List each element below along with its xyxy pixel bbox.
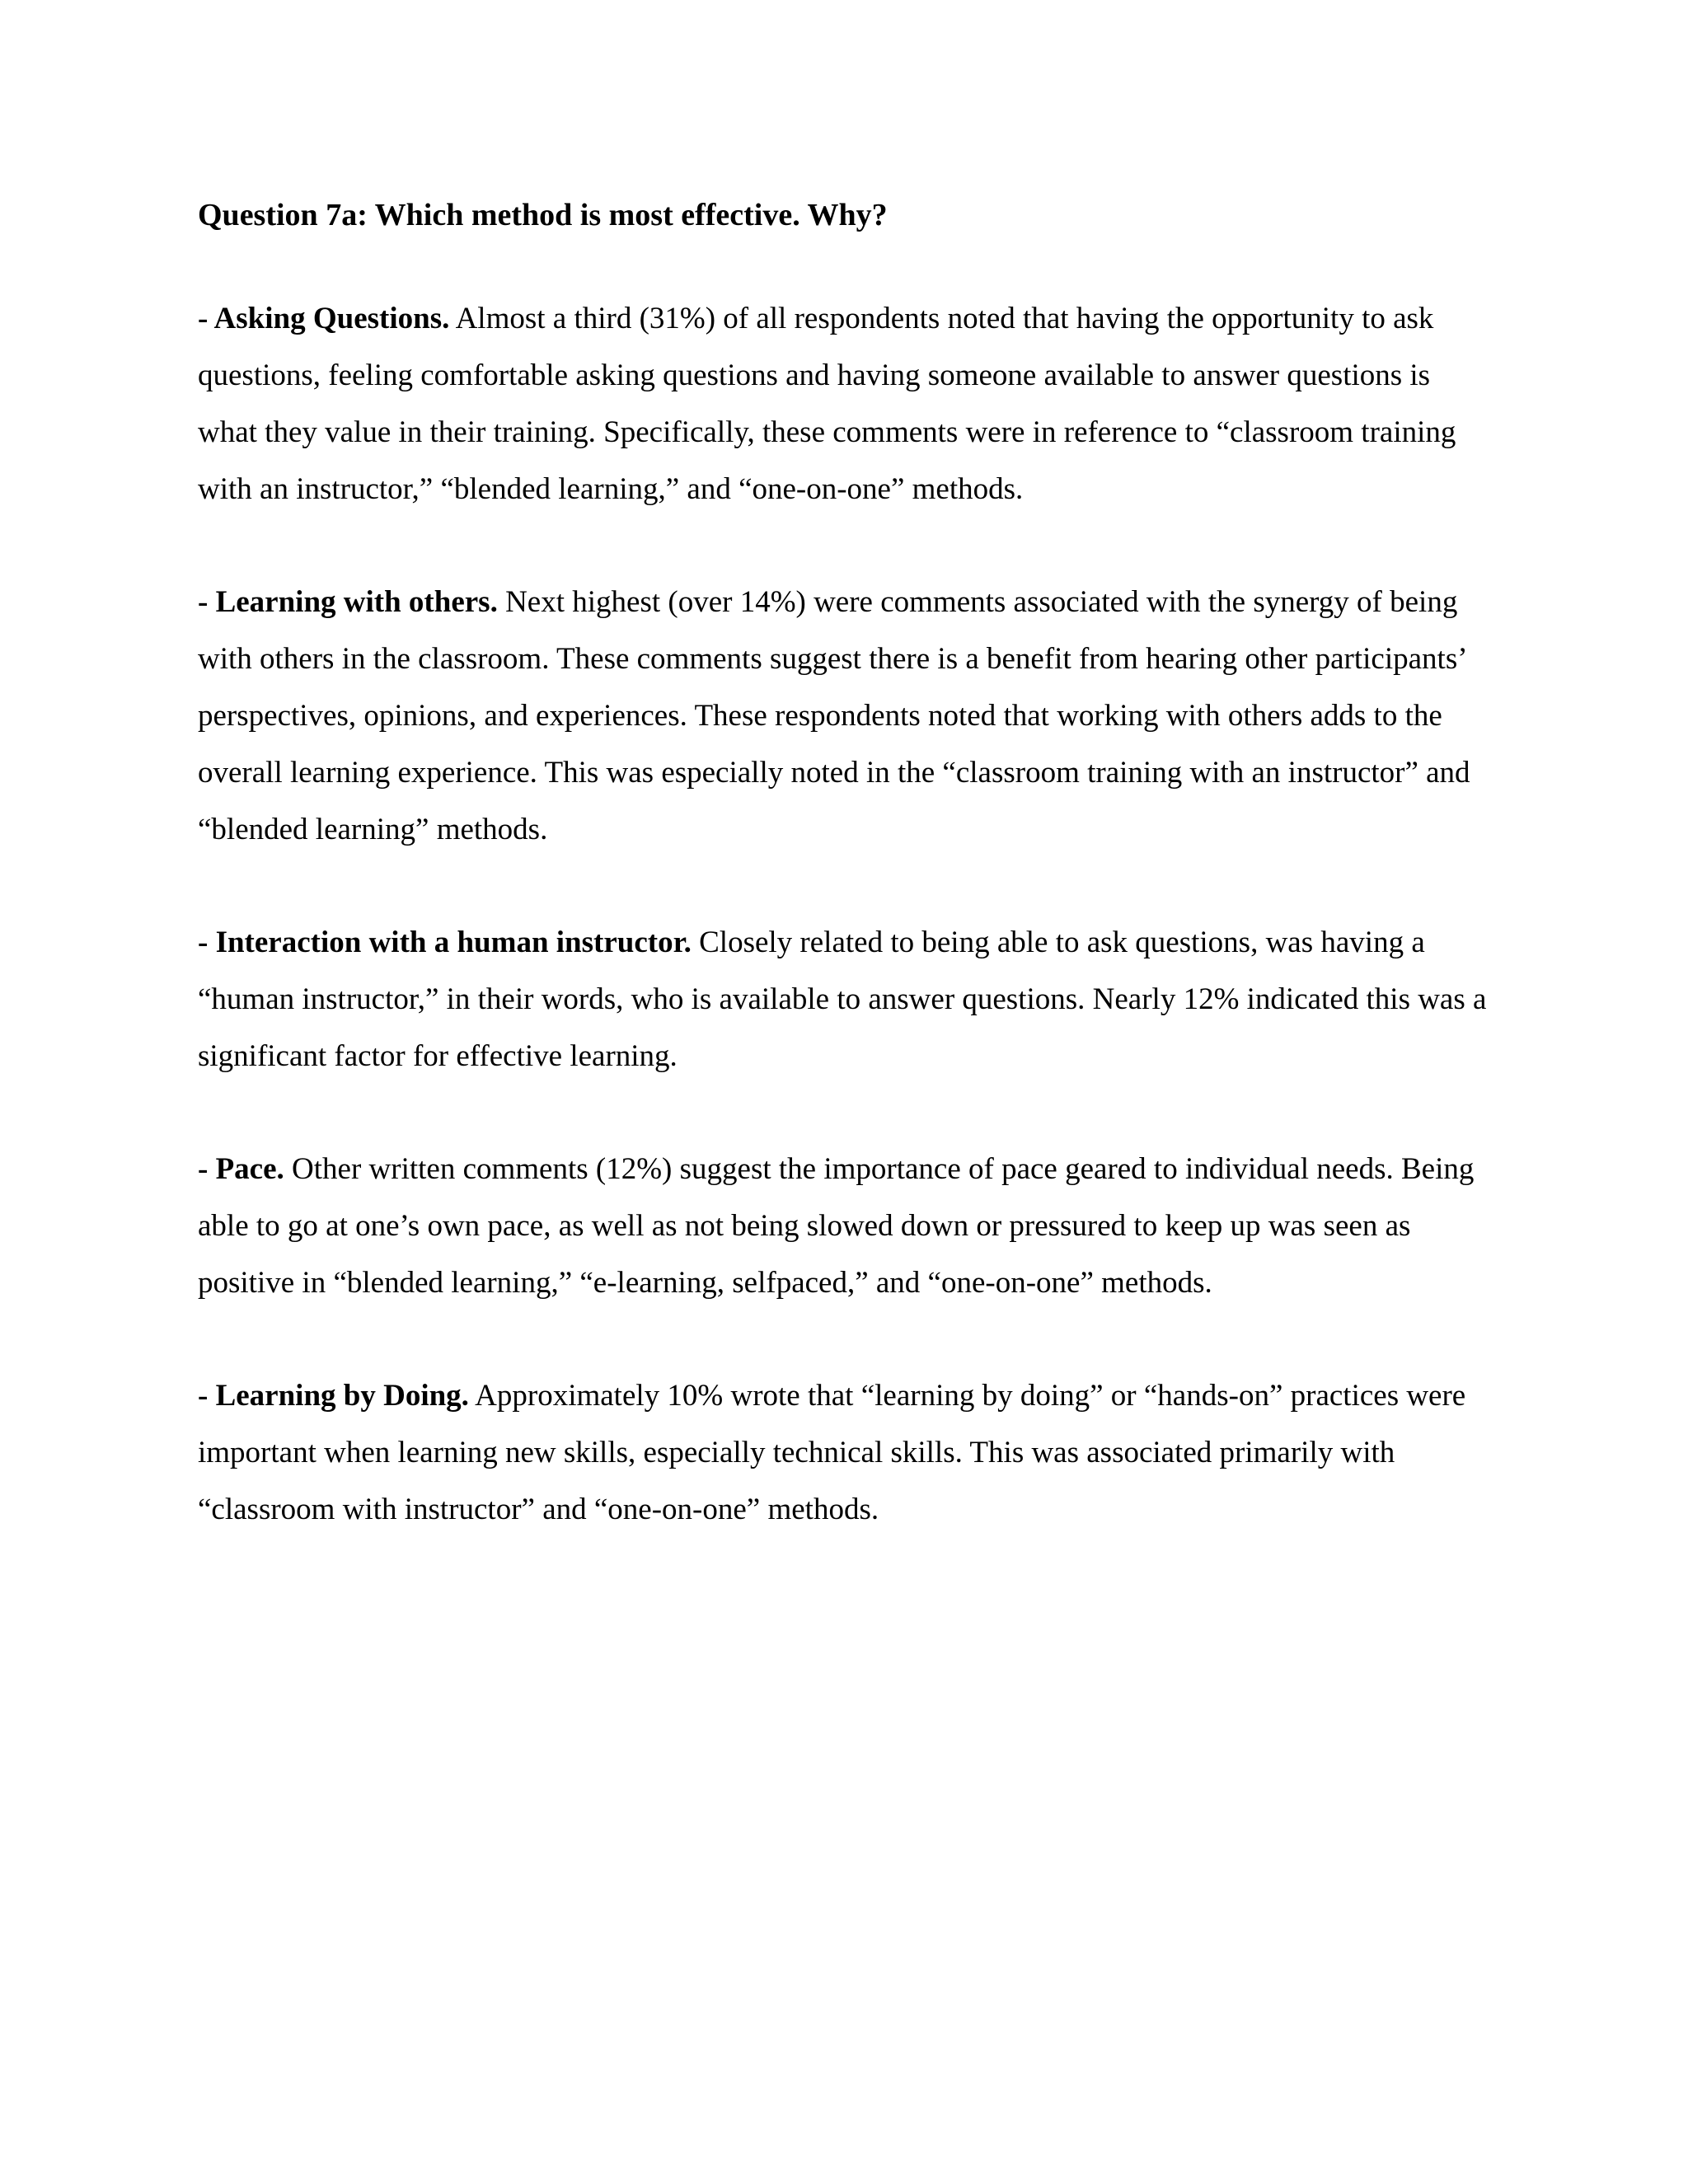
section-heading: - Asking Questions.: [198, 302, 450, 335]
section-body: Other written comments (12%) suggest the importance of pace geared to individual needs. Being able to go at one’s own pace, as well as not being slowed down or pressured to keep up was seen as positive in “blended learning,” “e-learning, selfpaced,” and “one-on-one” methods.: [198, 1152, 1475, 1300]
section-pace: [198, 1141, 1492, 1311]
section-heading: - Pace.: [198, 1152, 284, 1186]
section-body: Closely related to being able to ask questions, was having a “human instructor,” in their words, who is available to answer questions. Nearly 12% indicated this was a significant factor for effective learning.: [198, 926, 1487, 1073]
section-heading: - Learning with others.: [198, 585, 498, 619]
document-page: [198, 194, 1492, 1594]
section-body: Almost a third (31%) of all respondents noted that having the opportunity to ask questions, feeling comfortable asking questions and having someone available to answer questions is what they value in their training. Specifically, these comments were in reference to “classroom training with an instructor,” “blended learning,” and “one-on-one” methods.: [198, 302, 1456, 506]
section-asking-questions: [198, 290, 1492, 518]
section-body: Next highest (over 14%) were comments associated with the synergy of being with others in the classroom. These comments suggest there is a benefit from hearing other participants’ perspectives, opinions, and experiences. These respondents noted that working with others adds to the overall learning experience. This was especially noted in the “classroom training with an instructor” and “blended learning” methods.: [198, 585, 1470, 846]
section-learning-by-doing: [198, 1367, 1492, 1538]
section-interaction-with-instructor: [198, 914, 1492, 1085]
section-heading: - Interaction with a human instructor.: [198, 926, 692, 959]
section-heading: - Learning by Doing.: [198, 1379, 469, 1413]
section-learning-with-others: [198, 574, 1492, 858]
page-title: Question 7a: Which method is most effective. Why?: [198, 198, 888, 232]
section-body: Approximately 10% wrote that “learning by doing” or “hands-on” practices were important when learning new skills, especially technical skills. This was associated primarily with “classroom with instructor” and “one-on-one” methods.: [198, 1379, 1466, 1526]
